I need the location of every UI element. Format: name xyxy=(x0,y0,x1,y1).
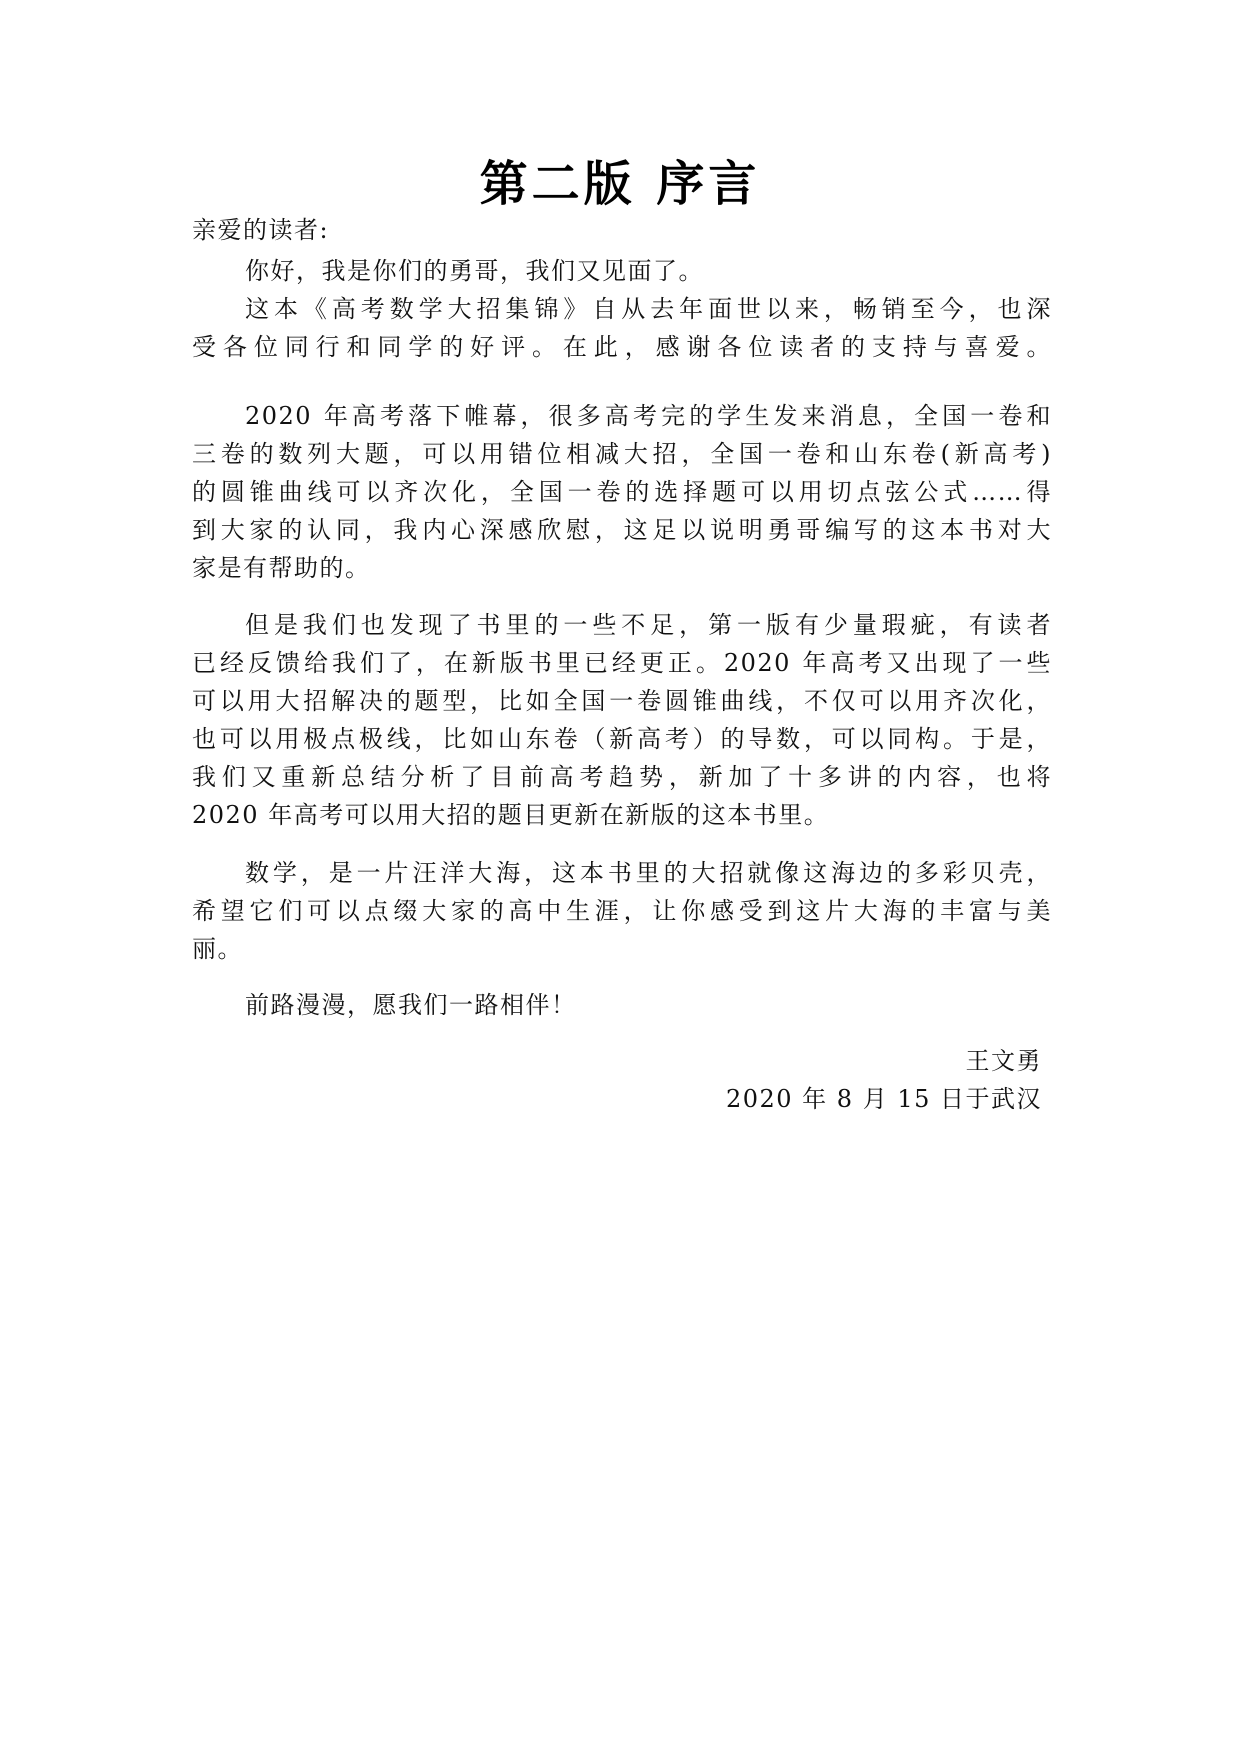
paragraph-1-line-1: 你好，我是你们的勇哥，我们又见面了。 xyxy=(245,257,704,285)
signature-date-place: 2020 年 8 月 15 日于武汉 xyxy=(725,1085,1042,1113)
paragraph-5-line-1: 数学，是一片汪洋大海，这本书里的大招就像这海边的多彩贝壳， xyxy=(245,859,1052,887)
paragraph-3-line-2: 三卷的数列大题，可以用错位相减大招，全国一卷和山东卷(新高考) xyxy=(192,440,1052,468)
salutation: 亲爱的读者: xyxy=(192,216,330,244)
paragraph-5-line-3: 丽。 xyxy=(192,935,243,963)
paragraph-4-line-6: 2020 年高考可以用大招的题目更新在新版的这本书里。 xyxy=(192,801,830,829)
paragraph-6-line-1: 前路漫漫，愿我们一路相伴！ xyxy=(245,991,577,1019)
page-title: 第二版 序言 xyxy=(479,156,761,212)
paragraph-4-line-1: 但是我们也发现了书里的一些不足，第一版有少量瑕疵，有读者 xyxy=(245,611,1052,639)
paragraph-5-line-2: 希望它们可以点缀大家的高中生涯，让你感受到这片大海的丰富与美 xyxy=(192,897,1052,925)
paragraph-4-line-5: 我们又重新总结分析了目前高考趋势，新加了十多讲的内容，也将 xyxy=(192,763,1052,791)
paragraph-4-line-2: 已经反馈给我们了，在新版书里已经更正。2020 年高考又出现了一些 xyxy=(192,649,1052,677)
paragraph-3-line-4: 到大家的认同，我内心深感欣慰，这足以说明勇哥编写的这本书对大 xyxy=(192,516,1052,544)
paragraph-3-line-5: 家是有帮助的。 xyxy=(192,554,371,582)
paragraph-2-line-2: 受各位同行和同学的好评。在此，感谢各位读者的支持与喜爱。 xyxy=(192,333,1052,361)
paragraph-3-line-3: 的圆锥曲线可以齐次化，全国一卷的选择题可以用切点弦公式……得 xyxy=(192,478,1052,506)
signature-author: 王文勇 xyxy=(965,1047,1042,1075)
paragraph-4-line-4: 也可以用极点极线，比如山东卷（新高考）的导数，可以同构。于是， xyxy=(192,725,1052,753)
paragraph-4-line-3: 可以用大招解决的题型，比如全国一卷圆锥曲线，不仅可以用齐次化， xyxy=(192,687,1052,715)
paragraph-3-line-1: 2020 年高考落下帷幕，很多高考完的学生发来消息，全国一卷和 xyxy=(245,402,1052,430)
paragraph-2-line-1: 这本《高考数学大招集锦》自从去年面世以来，畅销至今，也深 xyxy=(245,295,1052,323)
